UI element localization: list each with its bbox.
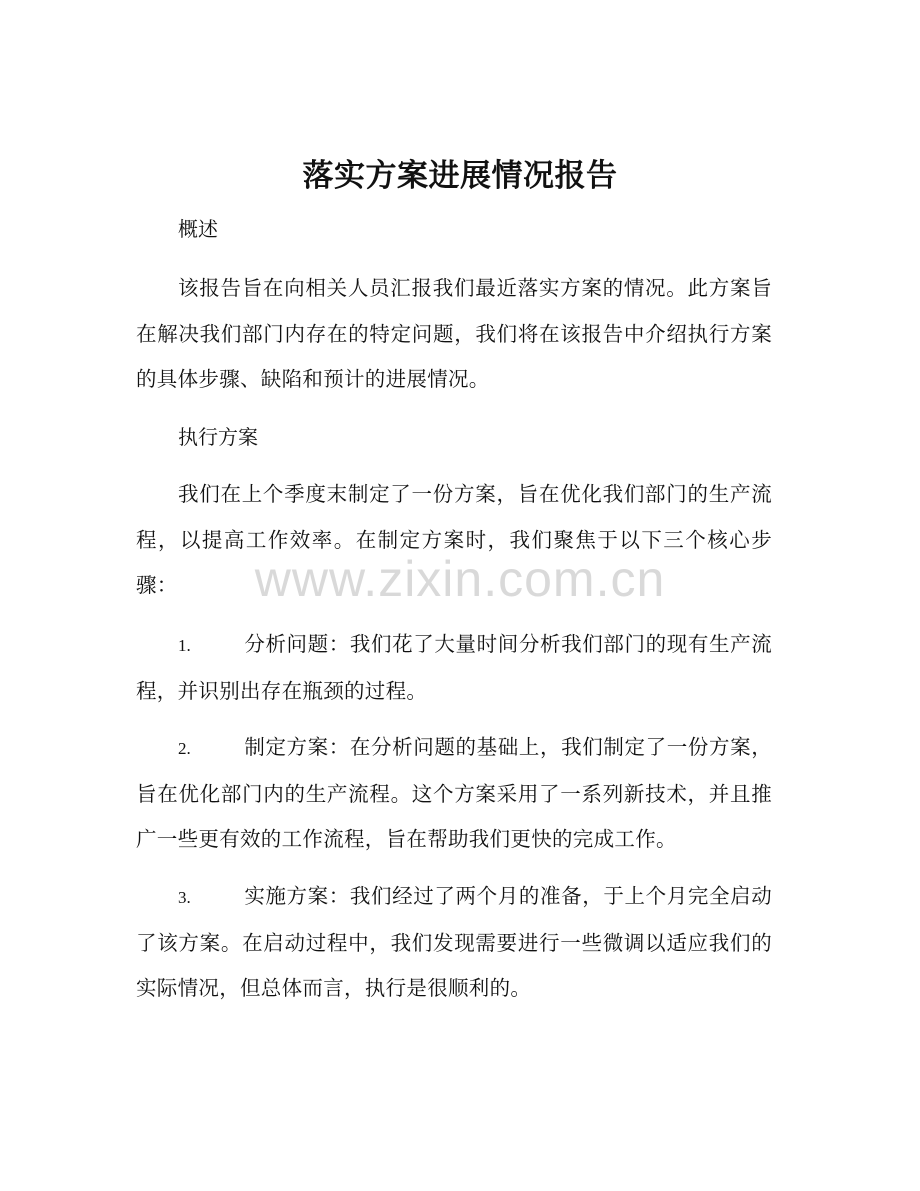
list-item-step-1 (136, 622, 772, 714)
watermark: www.zixin.com.cn (254, 551, 666, 607)
list-item-number: 1. (178, 636, 191, 655)
list-item-step-3 (136, 874, 772, 1012)
document-title: 落实方案进展情况报告 (302, 158, 618, 194)
list-item-number: 2. (178, 739, 191, 758)
section-heading-overview: 概述 (178, 217, 218, 241)
list-item-text: 制定方案：在分析问题的基础上，我们制定了一份方案，旨在优化部门内的生产流程。这个方案采用了一系列新技术，并且推广一些更有效的工作流程，旨在帮助我们更快的完成工作。 (136, 735, 772, 851)
list-item-text: 实施方案：我们经过了两个月的准备，于上个月完全启动了该方案。在启动过程中，我们发现需要进行一些微调以适应我们的实际情况，但总体而言，执行是很顺利的。 (136, 884, 772, 1000)
list-item-text: 分析问题：我们花了大量时间分析我们部门的现有生产流程，并识别出存在瓶颈的过程。 (136, 632, 772, 703)
list-item-number: 3. (178, 888, 191, 907)
section-heading-execution: 执行方案 (178, 425, 258, 449)
execution-paragraph: 我们在上个季度末制定了一份方案，旨在优化我们部门的生产流程，以提高工作效率。在制定方案时，我们聚焦于以下三个核心步骤： (136, 482, 772, 597)
overview-paragraph: 该报告旨在向相关人员汇报我们最近落实方案的情况。此方案旨在解决我们部门内存在的特定问题，我们将在该报告中介绍执行方案的具体步骤、缺陷和预计的进展情况。 (136, 276, 772, 391)
list-item-step-2 (136, 725, 772, 863)
